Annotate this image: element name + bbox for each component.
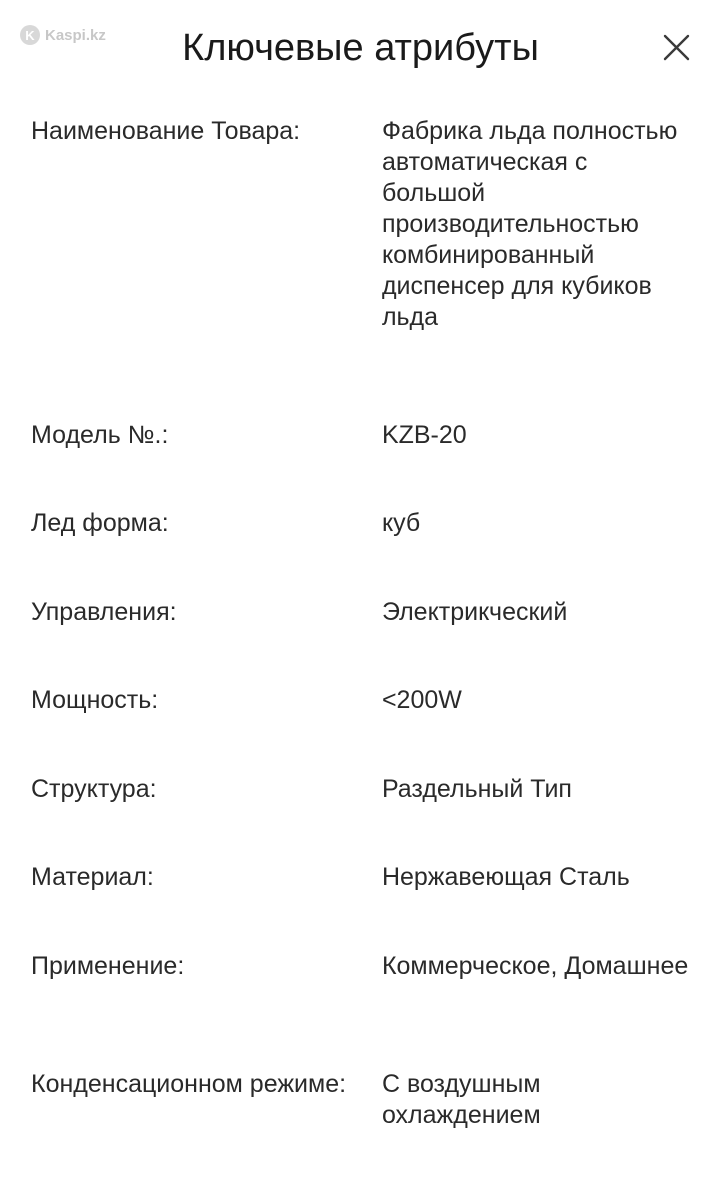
kaspi-logo-icon: K [20,25,40,45]
attribute-row-material [31,862,691,893]
attribute-value: KZB-20 [381,421,467,449]
attribute-value: Фабрика льда полностью автоматическая с большой производительностью комбинированный диспенсер для кубиков льда [381,117,678,331]
attribute-row-structure [31,774,691,805]
attribute-row-name [31,116,691,333]
attribute-label: Управления: [31,598,177,626]
attribute-value: Коммерческое, Домашнее [381,952,689,980]
attribute-row-condensing [31,1069,691,1131]
close-icon [656,28,696,68]
attribute-value: Электрикческий [381,598,568,626]
attribute-label: Мощность: [31,686,159,714]
attribute-value: Нержавеющая Сталь [381,863,630,891]
attribute-row-model [31,420,691,451]
attribute-value: С воздушным охлаждением [381,1070,541,1129]
attribute-row-control [31,597,691,628]
attribute-value: куб [381,509,421,537]
attribute-label: Применение: [31,952,185,980]
attribute-label: Лед форма: [31,509,169,537]
attribute-value: Раздельный Тип [381,775,572,803]
attribute-label: Материал: [31,863,154,891]
attribute-label: Конденсационном режиме: [31,1070,347,1098]
attribute-label: Наименование Товара: [31,117,301,145]
attribute-row-application [31,951,691,982]
page-title: Ключевые атрибуты [182,27,539,69]
attribute-row-power [31,685,691,716]
close-button[interactable] [656,28,696,68]
watermark-text: Kaspi.kz [45,26,106,44]
attribute-label: Модель №.: [31,421,169,449]
attribute-label: Структура: [31,775,157,803]
attribute-value: <200W [381,686,462,714]
attribute-row-ice-shape [31,508,691,539]
